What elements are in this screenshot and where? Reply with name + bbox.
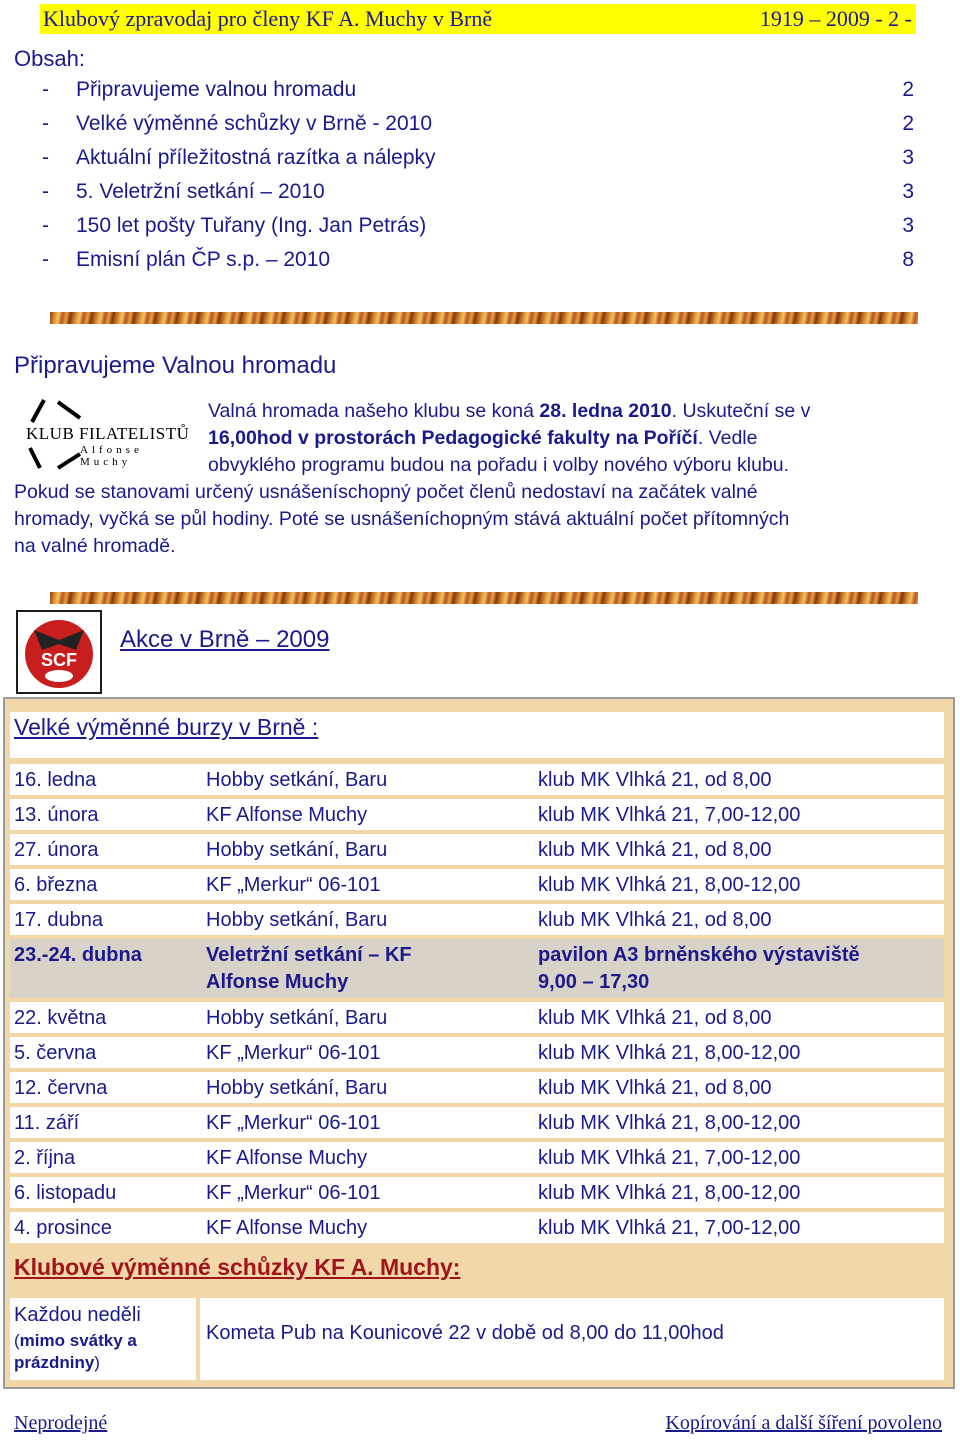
contents-dash: - bbox=[42, 146, 49, 169]
event-place: klub MK Vlhká 21, 8,00-12,00 bbox=[538, 874, 801, 896]
klubove-when: Každou neděli bbox=[14, 1304, 141, 1326]
note-bracket: ( bbox=[14, 1331, 20, 1350]
event-name: Hobby setkání, Baru bbox=[206, 909, 388, 931]
event-name: Hobby setkání, Baru bbox=[206, 1007, 388, 1029]
newsletter-header bbox=[40, 4, 916, 34]
event-date: 6. března bbox=[14, 874, 98, 896]
event-name: KF „Merkur“ 06-101 bbox=[206, 1042, 381, 1064]
event-name: Hobby setkání, Baru bbox=[206, 839, 388, 861]
contents-item bbox=[14, 180, 914, 214]
contents-title: Obsah: bbox=[14, 46, 85, 71]
event-name: KF „Merkur“ 06-101 bbox=[206, 874, 381, 896]
event-row bbox=[10, 1002, 944, 1033]
event-date: 2. října bbox=[14, 1147, 76, 1169]
klubove-place-cell bbox=[200, 1298, 944, 1380]
event-place: klub MK Vlhká 21, od 8,00 bbox=[538, 839, 772, 861]
event-name: Hobby setkání, Baru bbox=[206, 1077, 388, 1099]
event-name: Alfonse Muchy bbox=[206, 971, 349, 993]
valna-paragraph-line: obvyklého programu budou na pořadu i volby nového výboru klubu. bbox=[208, 454, 790, 476]
contents-item-page: 3 bbox=[902, 180, 914, 203]
contents-item-page: 2 bbox=[902, 78, 914, 101]
event-name: KF „Merkur“ 06-101 bbox=[206, 1112, 381, 1134]
event-date: 11. září bbox=[14, 1112, 80, 1134]
event-place: klub MK Vlhká 21, 7,00-12,00 bbox=[538, 804, 801, 826]
klubove-place: Kometa Pub na Kounicové 22 v době od 8,00 do 11,00hod bbox=[206, 1322, 724, 1344]
event-row-highlighted bbox=[10, 939, 944, 998]
event-row bbox=[10, 1177, 944, 1208]
event-row bbox=[10, 799, 944, 830]
event-date: 12. června bbox=[14, 1077, 108, 1099]
valna-heading: Připravujeme Valnou hromadu bbox=[14, 352, 337, 379]
note-bracket: ) bbox=[94, 1353, 100, 1372]
contents-item-text: Velké výměnné schůzky v Brně - 2010 bbox=[76, 112, 433, 135]
event-row bbox=[10, 1212, 944, 1243]
event-place: klub MK Vlhká 21, od 8,00 bbox=[538, 1007, 772, 1029]
valna-paragraph-line: Pokud se stanovami určený usnášeníschopný počet členů nedostaví na začátek valné bbox=[14, 481, 758, 503]
header-page-info: 1919 – 2009 - 2 - bbox=[759, 6, 912, 31]
contents-item bbox=[14, 248, 914, 282]
note-text: prázdniny bbox=[14, 1353, 95, 1372]
klubove-note bbox=[14, 1330, 137, 1374]
event-place: klub MK Vlhká 21, 7,00-12,00 bbox=[538, 1217, 801, 1239]
event-place: klub MK Vlhká 21, 8,00-12,00 bbox=[538, 1112, 801, 1134]
event-date: 5. června bbox=[14, 1042, 97, 1064]
valna-text: Valná hromada našeho klubu se koná bbox=[208, 400, 540, 422]
footer-not-for-sale: Neprodejné bbox=[14, 1412, 108, 1434]
event-place: pavilon A3 brněnského výstaviště bbox=[538, 944, 860, 966]
contents-item bbox=[14, 112, 914, 146]
contents-item-text: Aktuální příležitostná razítka a nálepky bbox=[76, 146, 436, 169]
event-date: 17. dubna bbox=[14, 909, 103, 931]
contents-item bbox=[14, 146, 914, 180]
contents-item bbox=[14, 214, 914, 248]
event-place: klub MK Vlhká 21, 8,00-12,00 bbox=[538, 1042, 801, 1064]
contents-list bbox=[14, 78, 914, 282]
contents-dash: - bbox=[42, 180, 49, 203]
scf-logo bbox=[16, 610, 102, 694]
contents-item bbox=[14, 78, 914, 112]
event-place: klub MK Vlhká 21, 7,00-12,00 bbox=[538, 1147, 801, 1169]
valna-text: . Uskuteční se v bbox=[671, 400, 811, 422]
contents-dash: - bbox=[42, 214, 49, 237]
event-date: 16. ledna bbox=[14, 769, 97, 791]
contents-dash: - bbox=[42, 78, 49, 101]
event-place: klub MK Vlhká 21, od 8,00 bbox=[538, 909, 772, 931]
contents-item-page: 2 bbox=[902, 112, 914, 135]
footer-copy-note: Kopírování a další šíření povoleno bbox=[665, 1412, 942, 1434]
event-date: 13. února bbox=[14, 804, 99, 826]
contents-item-page: 3 bbox=[902, 214, 914, 237]
valna-place: 16,00hod v prostorách Pedagogické fakulty na Poříčí bbox=[208, 427, 698, 449]
event-name: Veletržní setkání – KF bbox=[206, 944, 412, 966]
event-date: 6. listopadu bbox=[14, 1182, 117, 1204]
event-name: KF Alfonse Muchy bbox=[206, 1147, 368, 1169]
contents-dash: - bbox=[42, 112, 49, 135]
contents-item-text: 150 let pošty Tuřany (Ing. Jan Petrás) bbox=[76, 214, 427, 237]
event-row bbox=[10, 764, 944, 795]
klubove-when-cell bbox=[10, 1298, 196, 1380]
ornament-divider bbox=[50, 312, 918, 324]
event-row bbox=[10, 1037, 944, 1068]
klubove-title: Klubové výměnné schůzky KF A. Muchy: bbox=[14, 1254, 461, 1280]
akce-title: Akce v Brně – 2009 bbox=[120, 626, 330, 653]
event-place: klub MK Vlhká 21, od 8,00 bbox=[538, 1077, 772, 1099]
logo-title: KLUB FILATELISTŮ bbox=[26, 424, 190, 443]
valna-paragraph-line bbox=[208, 425, 757, 452]
logo-subtitle: Alfonse Muchy bbox=[80, 444, 143, 468]
valna-paragraph-line bbox=[208, 398, 810, 425]
contents-item-text: Připravujeme valnou hromadu bbox=[76, 78, 357, 101]
contents-dash: - bbox=[42, 248, 49, 271]
scf-logo-text: SCF bbox=[41, 650, 77, 670]
event-place: klub MK Vlhká 21, 8,00-12,00 bbox=[538, 1182, 801, 1204]
valna-text: . Vedle bbox=[697, 427, 758, 449]
contents-item-text: 5. Veletržní setkání – 2010 bbox=[76, 180, 325, 203]
burzy-title: Velké výměnné burzy v Brně : bbox=[10, 712, 944, 758]
event-row bbox=[10, 1072, 944, 1103]
note-text: mimo svátky a bbox=[19, 1331, 137, 1350]
event-name: Hobby setkání, Baru bbox=[206, 769, 388, 791]
event-time: 9,00 – 17,30 bbox=[538, 971, 650, 993]
header-title: Klubový zpravodaj pro členy KF A. Muchy v Brně bbox=[43, 6, 493, 31]
event-row bbox=[10, 1142, 944, 1173]
valna-paragraph-line: hromady, vyčká se půl hodiny. Poté se usnášeníchopným stává aktuální počet přítomných bbox=[14, 508, 790, 530]
valna-paragraph-line: na valné hromadě. bbox=[14, 535, 176, 557]
contents-item-text: Emisní plán ČP s.p. – 2010 bbox=[76, 248, 331, 271]
scf-emblem-icon bbox=[16, 610, 102, 694]
event-place: klub MK Vlhká 21, od 8,00 bbox=[538, 769, 772, 791]
valna-date: 28. ledna 2010 bbox=[539, 400, 672, 422]
contents-item-page: 3 bbox=[902, 146, 914, 169]
event-date: 23.-24. dubna bbox=[14, 944, 142, 966]
event-name: KF Alfonse Muchy bbox=[206, 804, 368, 826]
event-date: 22. května bbox=[14, 1007, 107, 1029]
event-date: 27. února bbox=[14, 839, 99, 861]
event-row bbox=[10, 1107, 944, 1138]
event-row bbox=[10, 834, 944, 865]
contents-item-page: 8 bbox=[902, 248, 914, 271]
ornament-divider bbox=[50, 592, 918, 604]
klub-filatelistu-logo bbox=[14, 398, 192, 472]
event-name: KF „Merkur“ 06-101 bbox=[206, 1182, 381, 1204]
event-row bbox=[10, 904, 944, 935]
event-date: 4. prosince bbox=[14, 1217, 112, 1239]
event-row bbox=[10, 869, 944, 900]
event-name: KF Alfonse Muchy bbox=[206, 1217, 368, 1239]
